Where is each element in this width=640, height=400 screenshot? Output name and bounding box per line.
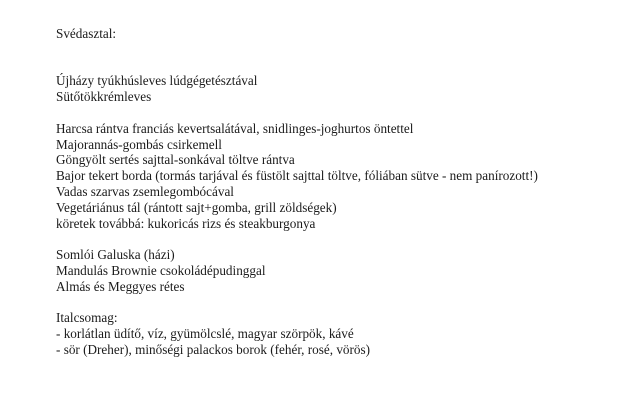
- menu-line: Újházy tyúkhúsleves lúdgégetésztával: [56, 73, 258, 89]
- menu-line: köretek továbbá: kukoricás rizs és steakburgonya: [56, 215, 316, 231]
- menu-line: - korlátlan üdítő, víz, gyümölcslé, magyar szörpök, kávé: [56, 326, 354, 342]
- menu-line: - sör (Dreher), minőségi palackos borok (fehér, rosé, vörös): [56, 341, 371, 357]
- paragraph-spacer: [56, 105, 620, 121]
- paragraph-spacer: [56, 295, 620, 311]
- document-text-body: [56, 26, 620, 358]
- desserts-section: [56, 247, 620, 294]
- menu-line: Vegetáriánus tál (rántott sajt+gomba, grill zöldségek): [56, 199, 337, 215]
- paragraph-spacer: [56, 42, 620, 74]
- menu-line: Somlói Galuska (házi): [56, 247, 175, 263]
- menu-line: Mandulás Brownie csokoládépudinggal: [56, 262, 266, 278]
- menu-line: Italcsomag:: [56, 310, 118, 326]
- menu-line: Majorannás-gombás csirkemell: [56, 136, 222, 152]
- soups-section: [56, 73, 620, 105]
- drinks-section: [56, 310, 620, 357]
- menu-line: Bajor tekert borda (tormás tarjával és füstölt sajttal töltve, fóliában sütve - nem panírozott!): [56, 168, 538, 184]
- menu-line: Almás és Meggyes rétes: [56, 278, 185, 294]
- menu-line: Sütőtökkrémleves: [56, 89, 152, 105]
- main-courses-section: [56, 121, 620, 232]
- menu-line: Harcsa rántva franciás kevertsalátával, snidlinges-joghurtos öntettel: [56, 120, 414, 136]
- paragraph-spacer: [56, 231, 620, 247]
- menu-line: Vadas szarvas zsemlegombócával: [56, 183, 234, 199]
- menu-line: Göngyölt sertés sajttal-sonkával töltve rántva: [56, 152, 295, 168]
- buffet-heading: [56, 26, 620, 42]
- page-title: Svédasztal:: [56, 26, 117, 41]
